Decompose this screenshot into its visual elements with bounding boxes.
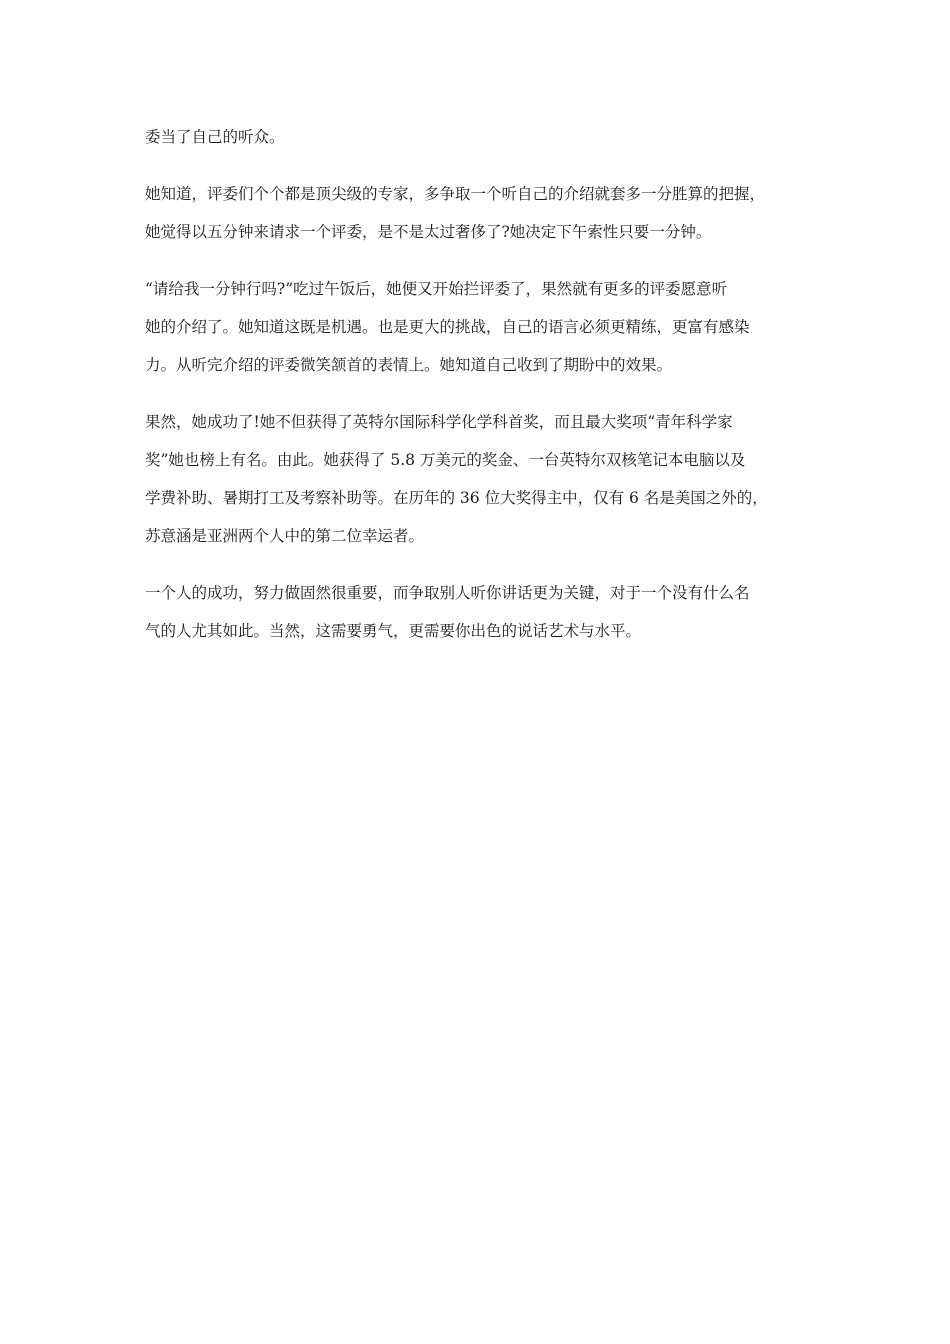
text-line: 苏意涵是亚洲两个人中的第二位幸运者。 [145, 527, 425, 545]
text-line: 委当了自己的听众。 [145, 128, 285, 146]
text-line: 学费补助、暑期打工及考察补助等。在历年的 36 位大奖得主中，仅有 6 名是美国之外的， [145, 489, 768, 507]
paragraph-3 [145, 270, 820, 384]
text-line: 力。从听完介绍的评委微笑颔首的表情上。她知道自己收到了期盼中的效果。 [145, 356, 673, 374]
text-line: 奖”她也榜上有名。由此。她获得了 5.8 万美元的奖金、一台英特尔双核笔记本电脑以及 [145, 451, 746, 469]
text-line: 气的人尤其如此。当然，这需要勇气，更需要你出色的说话艺术与水平。 [145, 622, 642, 640]
paragraph-5 [145, 574, 820, 650]
document-body [145, 118, 820, 669]
paragraph-1 [145, 118, 820, 156]
text-line: 她觉得以五分钟来请求一个评委，是不是太过奢侈了?她决定下午索性只要一分钟。 [145, 223, 712, 241]
text-line: 一个人的成功，努力做固然很重要，而争取别人听你讲话更为关键，对于一个没有什么名 [145, 584, 750, 602]
paragraph-4 [145, 403, 820, 555]
text-line: “请给我一分钟行吗?”吃过午饭后，她便又开始拦评委了，果然就有更多的评委愿意听 [145, 280, 728, 298]
text-line: 她知道，评委们个个都是顶尖级的专家，多争取一个听自己的介绍就套多一分胜算的把握， [145, 185, 766, 203]
text-line: 果然，她成功了!她不但获得了英特尔国际科学化学科首奖，而且最大奖项“青年科学家 [145, 413, 733, 431]
text-line: 她的介绍了。她知道这既是机遇。也是更大的挑战，自己的语言必须更精练，更富有感染 [145, 318, 750, 336]
paragraph-2 [145, 175, 820, 251]
